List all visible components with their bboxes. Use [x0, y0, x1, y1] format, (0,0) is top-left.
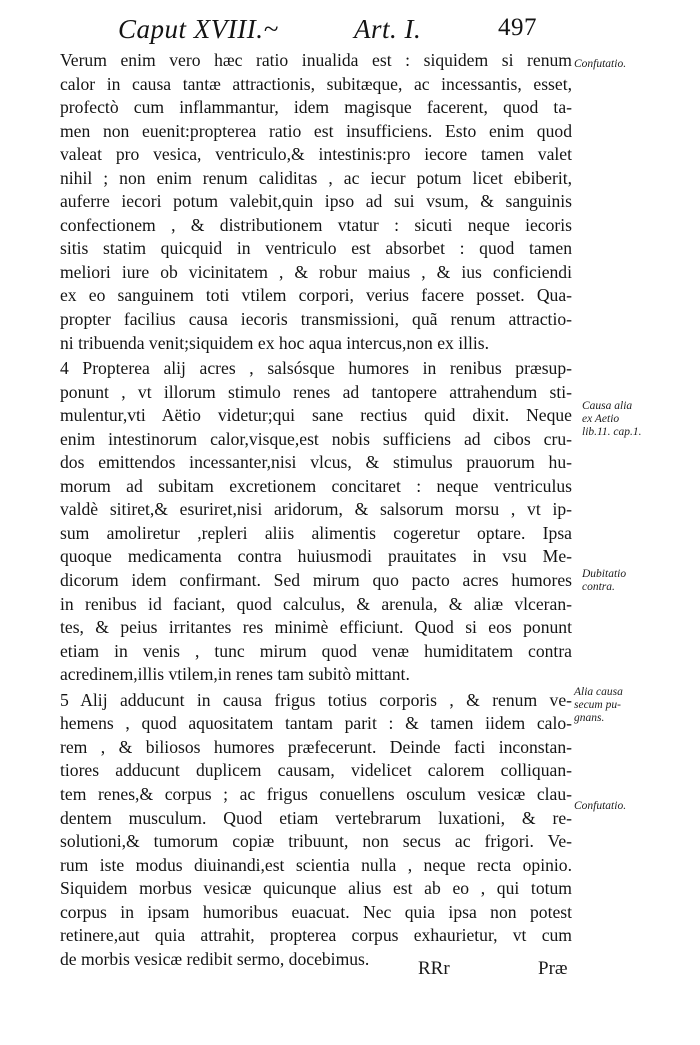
margin-note-line: secum pu-	[574, 699, 621, 711]
text-line: corpus in ipsam humoribus euacuat. Nec quia ipsa non potest	[60, 901, 572, 922]
signature-mark: RRr	[418, 958, 450, 979]
margin-note-line: Alia causa	[574, 686, 623, 698]
text-line: ponunt , vt illorum stimulo renes ad tantopere attrahendum sti-	[60, 381, 572, 402]
chapter-heading: Caput XVIII.~	[118, 14, 279, 44]
text-line: nihil ; non enim renum caliditas , ac iecur potum licet ebiberit,	[60, 167, 572, 188]
text-line: rum iste modus diuinandi,est scientia nulla , neque recta opinio.	[60, 854, 572, 875]
text-line: dentem musculum. Quod etiam vertebrarum luxationi, & re-	[60, 807, 572, 828]
margin-note-line: ex Aetio	[582, 413, 620, 425]
text-line: mulentur,vti Aëtio videtur;qui sane rectius quid dixit. Neque	[60, 405, 572, 426]
text-line: valdè sitiret,& esuriret,nisi aridorum, & salsorum morsu , vt ip-	[60, 499, 572, 520]
text-line: tiores adducunt duplicem causam, videlicet calorem colliquan-	[60, 760, 572, 781]
text-line: acredinem,illis vtilem,in renes tam subitò mittant.	[60, 664, 410, 685]
text-line: 5 Alij adducunt in causa frigus totius corporis , & renum ve-	[60, 689, 572, 710]
text-line: dos emittendos incessanter,nisi vlcus, & stimulus prauorum hu-	[60, 452, 572, 473]
margin-note-line: Confutatio.	[574, 800, 627, 812]
margin-note-line: gnans.	[574, 712, 605, 724]
text-line: in renibus id faciant, quod calculus, & arenula, & aliæ vlceran-	[60, 593, 572, 614]
margin-note-confutatio-1	[574, 58, 626, 71]
text-line: 4 Propterea alij acres , salsósque humores in renibus præsup-	[60, 358, 572, 379]
text-line: sitis statim quicquid in ventriculo est absorbet : quod tamen	[60, 238, 572, 259]
text-line: profectò cum inflammantur, idem magisque facerent, quod ta-	[60, 97, 572, 118]
margin-note-causa-alia	[582, 400, 642, 439]
text-line: confectionem , & distributionem vtatur : sicuti neque iecoris	[60, 214, 572, 235]
text-line: auferre iecori potum valebit,quin ipso ad sui vsum, & sanguinis	[60, 191, 572, 212]
text-line: ni tribuenda venit;siquidem ex hoc aqua intercus,non ex illis.	[60, 332, 489, 353]
margin-note-line: contra.	[582, 581, 615, 593]
page-number: 497	[498, 14, 537, 41]
margin-note-line: Confutatio.	[574, 58, 627, 70]
margin-note-confutatio-2	[574, 800, 626, 813]
text-line: propter facilius causa iecoris transmissioni, quã renum attractio-	[60, 309, 572, 330]
text-line: ex eo sanguinem toti vtilem corpori, verius facere posset. Qua-	[60, 285, 572, 306]
catchword: Præ	[538, 958, 568, 979]
text-line: Siquidem morbus vesicæ quicunque alius est ab eo , qui totum	[60, 878, 572, 899]
text-line: etiam in venis , tunc mirum quod venæ humiditatem contra	[60, 640, 572, 661]
text-line: men non euenit:propterea ratio est insufficiens. Esto enim quod	[60, 120, 572, 141]
text-line: rem , & biliosos humores præfecerunt. Deinde facti inconstan-	[60, 736, 572, 757]
text-line: quoque medicamenta contra huiusmodi prauitates in vsu Me-	[60, 546, 572, 567]
text-line: tes, & peius irritantes res minimè efficiunt. Quod si eos ponunt	[60, 617, 572, 638]
text-line: calor in causa tantæ attractionis, subitæque, ac incessantis, esset,	[60, 73, 572, 94]
margin-note-line: lib.11. cap.1.	[582, 426, 642, 438]
text-line: valeat pro vesica, ventriculo,& intestinis:pro iecore tamen valet	[60, 144, 572, 165]
text-line: de morbis vesicæ redibit sermo, docebimus.	[60, 948, 370, 969]
text-line: solutioni,& tumorum copiæ tribuunt, non secus ac frigori. Ve-	[60, 831, 572, 852]
text-line: meliori iure ob vicinitatem , & robur maius , & ius conficiendi	[60, 261, 572, 282]
margin-note-dubitatio	[582, 568, 626, 594]
text-line: tem renes,& corpus ; ac frigus conuellens osculum vesicæ clau-	[60, 783, 572, 804]
text-line: Verum enim vero hæc ratio inualida est : siquidem si renum	[60, 50, 572, 70]
article-heading: Art. I.	[354, 14, 422, 44]
body-text	[60, 49, 572, 971]
text-line: sum amoliretur ,repleri aliis alimentis cogeretur optare. Ipsa	[60, 522, 572, 543]
text-line: enim intestinorum calor,visque,est nobis sufficiens ad cibos cru-	[60, 428, 572, 449]
margin-note-line: Causa alia	[582, 400, 633, 412]
running-header	[118, 14, 578, 48]
margin-note-line: Dubitatio	[582, 568, 627, 580]
margin-note-alia-causa	[574, 686, 623, 725]
text-line: dicorum idem confirmant. Sed mirum quo pacto acres humores	[60, 570, 572, 591]
text-line: retinere,aut quia attrahit, propterea corpus exhaurietur, vt cum	[60, 925, 572, 946]
text-line: morum ad subitam excretionem concitaret : neque ventriculus	[60, 475, 572, 496]
text-line: hemens , quod aquositatem tantam parit : & tamen iidem calo-	[60, 713, 572, 734]
